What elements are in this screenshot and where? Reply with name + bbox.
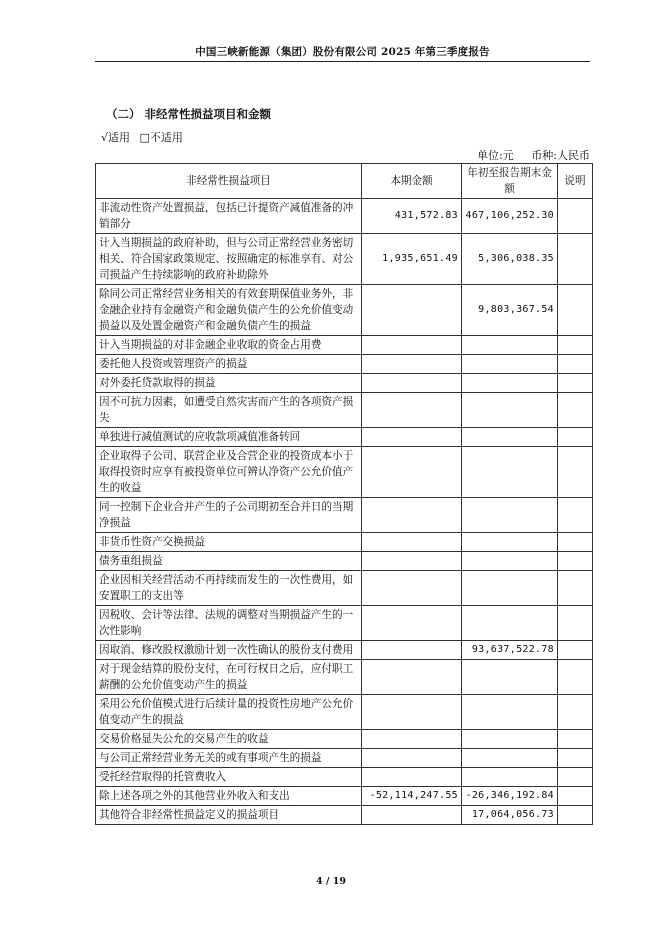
row-note xyxy=(558,695,593,730)
not-applicable-option: □不适用 xyxy=(139,131,183,144)
row-item: 单独进行减值测试的应收款项减值准备转回 xyxy=(96,428,362,447)
table-row xyxy=(96,355,593,374)
row-item: 其他符合非经常性损益定义的损益项目 xyxy=(96,806,362,825)
row-item: 因不可抗力因素，如遭受自然灾害而产生的各项资产损失 xyxy=(96,393,362,428)
row-ytd-amount xyxy=(462,768,558,787)
table-row xyxy=(96,447,593,498)
row-current-amount xyxy=(362,730,462,749)
table-row xyxy=(96,749,593,768)
table-row xyxy=(96,199,593,234)
row-ytd-amount xyxy=(462,552,558,571)
row-note xyxy=(558,447,593,498)
row-current-amount xyxy=(362,428,462,447)
section-title: （二） 非经常性损益项目和金额 xyxy=(106,107,272,121)
row-ytd-amount xyxy=(462,533,558,552)
row-item: 非货币性资产交换损益 xyxy=(96,533,362,552)
header-note: 说明 xyxy=(558,164,593,199)
row-item: 受托经营取得的托管费收入 xyxy=(96,768,362,787)
table-row xyxy=(96,695,593,730)
row-current-amount xyxy=(362,285,462,336)
unit-label: 单位:元 xyxy=(477,149,514,162)
row-current-amount xyxy=(362,806,462,825)
row-ytd-amount xyxy=(462,355,558,374)
row-item: 因税收、会计等法律、法规的调整对当期损益产生的一次性影响 xyxy=(96,606,362,641)
applicability-options xyxy=(101,129,189,145)
row-ytd-amount: -26,346,192.84 xyxy=(462,787,558,806)
row-current-amount xyxy=(362,374,462,393)
table-row xyxy=(96,533,593,552)
row-item: 与公司正常经营业务无关的或有事项产生的损益 xyxy=(96,749,362,768)
row-ytd-amount xyxy=(462,428,558,447)
row-item: 交易价格显失公允的交易产生的收益 xyxy=(96,730,362,749)
applicable-option: √适用 xyxy=(101,131,131,144)
row-current-amount xyxy=(362,355,462,374)
row-current-amount: -52,114,247.55 xyxy=(362,787,462,806)
row-note xyxy=(558,234,593,285)
row-ytd-amount xyxy=(462,498,558,533)
non-recurring-gains-table xyxy=(95,163,593,825)
row-note xyxy=(558,806,593,825)
currency-label: 币种:人民币 xyxy=(531,149,590,162)
row-current-amount xyxy=(362,498,462,533)
row-ytd-amount xyxy=(462,393,558,428)
header-divider xyxy=(95,61,590,62)
row-item: 计入当期损益的政府补助，但与公司正常经营业务密切相关、符合国家政策规定、按照确定的标准享有、对公司损益产生持续影响的政府补助除外 xyxy=(96,234,362,285)
row-ytd-amount: 17,064,056.73 xyxy=(462,806,558,825)
page-header: 中国三峡新能源（集团）股份有限公司 2025 年第三季度报告 xyxy=(195,46,490,58)
unit-line xyxy=(463,147,590,163)
row-ytd-amount xyxy=(462,730,558,749)
table-row xyxy=(96,768,593,787)
row-item: 采用公允价值模式进行后续计量的投资性房地产公允价值变动产生的损益 xyxy=(96,695,362,730)
row-ytd-amount: 93,637,522.78 xyxy=(462,641,558,660)
row-ytd-amount xyxy=(462,571,558,606)
row-current-amount: 431,572.83 xyxy=(362,199,462,234)
table-row xyxy=(96,336,593,355)
row-current-amount xyxy=(362,768,462,787)
row-current-amount xyxy=(362,552,462,571)
table-header-row xyxy=(96,164,593,199)
table-row xyxy=(96,571,593,606)
row-item: 债务重组损益 xyxy=(96,552,362,571)
row-current-amount xyxy=(362,336,462,355)
row-ytd-amount xyxy=(462,336,558,355)
table-row xyxy=(96,606,593,641)
table-row xyxy=(96,374,593,393)
row-note xyxy=(558,660,593,695)
table-row xyxy=(96,393,593,428)
row-current-amount xyxy=(362,641,462,660)
row-note xyxy=(558,199,593,234)
row-item: 企业取得子公司、联营企业及合营企业的投资成本小于取得投资时应享有被投资单位可辨认净资产公允价值产生的收益 xyxy=(96,447,362,498)
row-note xyxy=(558,355,593,374)
row-ytd-amount xyxy=(462,606,558,641)
row-item: 企业因相关经营活动不再持续而发生的一次性费用，如安置职工的支出等 xyxy=(96,571,362,606)
row-ytd-amount: 9,803,367.54 xyxy=(462,285,558,336)
table-row xyxy=(96,806,593,825)
row-item: 委托他人投资或管理资产的损益 xyxy=(96,355,362,374)
row-note xyxy=(558,533,593,552)
row-note xyxy=(558,571,593,606)
row-note xyxy=(558,787,593,806)
table-row xyxy=(96,428,593,447)
row-current-amount xyxy=(362,533,462,552)
row-ytd-amount xyxy=(462,660,558,695)
row-note xyxy=(558,641,593,660)
table-row xyxy=(96,498,593,533)
row-current-amount xyxy=(362,606,462,641)
table-row xyxy=(96,787,593,806)
table-row xyxy=(96,641,593,660)
row-note xyxy=(558,730,593,749)
row-ytd-amount xyxy=(462,749,558,768)
row-ytd-amount xyxy=(462,695,558,730)
row-note xyxy=(558,393,593,428)
row-note xyxy=(558,768,593,787)
row-current-amount xyxy=(362,447,462,498)
row-note xyxy=(558,285,593,336)
header-current-amount: 本期金额 xyxy=(362,164,462,199)
row-current-amount xyxy=(362,695,462,730)
row-item: 对外委托贷款取得的损益 xyxy=(96,374,362,393)
row-ytd-amount: 5,306,038.35 xyxy=(462,234,558,285)
table-row xyxy=(96,552,593,571)
row-item: 同一控制下企业合并产生的子公司期初至合并日的当期净损益 xyxy=(96,498,362,533)
row-item: 除上述各项之外的其他营业外收入和支出 xyxy=(96,787,362,806)
page-number: 4 / 19 xyxy=(316,876,346,887)
row-item: 除同公司正常经营业务相关的有效套期保值业务外，非金融企业持有金融资产和金融负债产生的公允价值变动损益以及处置金融资产和金融负债产生的损益 xyxy=(96,285,362,336)
table-row xyxy=(96,234,593,285)
row-ytd-amount xyxy=(462,447,558,498)
row-item: 计入当期损益的对非金融企业收取的资金占用费 xyxy=(96,336,362,355)
row-note xyxy=(558,336,593,355)
row-note xyxy=(558,749,593,768)
row-item: 对于现金结算的股份支付，在可行权日之后，应付职工薪酬的公允价值变动产生的损益 xyxy=(96,660,362,695)
row-current-amount xyxy=(362,393,462,428)
row-note xyxy=(558,606,593,641)
row-current-amount xyxy=(362,571,462,606)
row-note xyxy=(558,374,593,393)
row-current-amount xyxy=(362,660,462,695)
row-item: 非流动性资产处置损益，包括已计提资产减值准备的冲销部分 xyxy=(96,199,362,234)
row-note xyxy=(558,552,593,571)
table-row xyxy=(96,285,593,336)
row-item: 因取消、修改股权激励计划一次性确认的股份支付费用 xyxy=(96,641,362,660)
row-ytd-amount: 467,106,252.30 xyxy=(462,199,558,234)
header-item: 非经常性损益项目 xyxy=(96,164,362,199)
row-note xyxy=(558,428,593,447)
row-ytd-amount xyxy=(462,374,558,393)
row-note xyxy=(558,498,593,533)
row-current-amount xyxy=(362,749,462,768)
row-current-amount: 1,935,651.49 xyxy=(362,234,462,285)
table-row xyxy=(96,730,593,749)
header-ytd-amount: 年初至报告期末金额 xyxy=(462,164,558,199)
table-row xyxy=(96,660,593,695)
